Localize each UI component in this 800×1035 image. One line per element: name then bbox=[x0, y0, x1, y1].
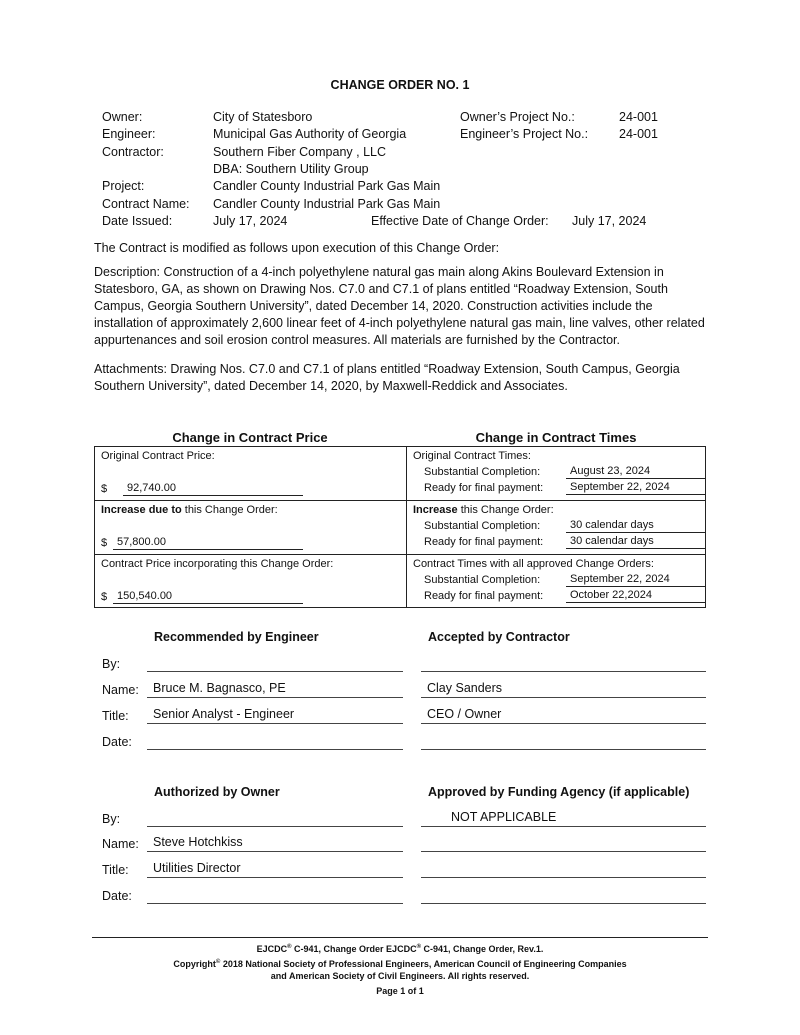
title-label: Title: bbox=[102, 709, 129, 723]
by-label: By: bbox=[102, 812, 121, 826]
title-label: Title: bbox=[102, 863, 129, 877]
contractor-label: Contractor: bbox=[102, 145, 164, 159]
owner-project-value: 24-001 bbox=[619, 110, 658, 124]
contract-name-value: Candler County Industrial Park Gas Main bbox=[213, 197, 441, 211]
agency-name-field[interactable] bbox=[421, 835, 706, 852]
currency-symbol: $ bbox=[101, 591, 108, 603]
price-heading: Change in Contract Price bbox=[172, 430, 328, 445]
owner-label: Owner: bbox=[102, 110, 143, 124]
engineer-date-field[interactable] bbox=[147, 733, 403, 750]
table-row-divider bbox=[95, 500, 705, 501]
effective-date-label: Effective Date of Change Order: bbox=[371, 214, 549, 228]
intro-text: The Contract is modified as follows upon execution of this Change Order: bbox=[94, 241, 500, 255]
original-times-label: Original Contract Times: bbox=[413, 450, 531, 462]
name-label: Name: bbox=[102, 837, 139, 851]
engineer-heading: Recommended by Engineer bbox=[154, 630, 319, 644]
attachments-text: Attachments: Drawing Nos. C7.0 and C7.1 of plans entitled “Roadway Extension, South Campus, Georgia Southern University”, dated December 14, 2020, by Maxwell-Reddick and Associates. bbox=[94, 362, 680, 393]
footer-line-3: and American Society of Civil Engineers. All rights reserved. bbox=[270, 971, 530, 981]
engineer-project-value: 24-001 bbox=[619, 127, 658, 141]
final-label: Ready for final payment: bbox=[424, 590, 544, 602]
increase-times-label: Increase this Change Order: bbox=[413, 504, 554, 516]
inc-substantial-value: 30 calendar days bbox=[566, 519, 706, 533]
owner-title-field[interactable]: Utilities Director bbox=[147, 861, 403, 878]
owner-heading: Authorized by Owner bbox=[154, 785, 280, 799]
all-final-value: October 22,2024 bbox=[566, 589, 706, 603]
all-substantial-value: September 22, 2024 bbox=[566, 573, 706, 587]
effective-date-value: July 17, 2024 bbox=[572, 214, 647, 228]
table-row-divider bbox=[95, 554, 705, 555]
final-label: Ready for final payment: bbox=[424, 536, 544, 548]
currency-symbol: $ bbox=[101, 483, 108, 495]
final-label: Ready for final payment: bbox=[424, 482, 544, 494]
contractor-date-field[interactable] bbox=[421, 733, 706, 750]
page-number: Page 1 of 1 bbox=[376, 986, 424, 996]
agency-heading: Approved by Funding Agency (if applicable) bbox=[428, 785, 690, 799]
increase-price-label: Increase due to this Change Order: bbox=[101, 504, 278, 516]
substantial-label: Substantial Completion: bbox=[424, 520, 541, 532]
contract-name-label: Contract Name: bbox=[102, 197, 190, 211]
substantial-label: Substantial Completion: bbox=[424, 466, 541, 478]
engineer-name-field[interactable]: Bruce M. Bagnasco, PE bbox=[147, 681, 403, 698]
orig-final-value: September 22, 2024 bbox=[566, 481, 706, 495]
table-divider bbox=[406, 447, 407, 607]
owner-date-field[interactable] bbox=[147, 887, 403, 904]
substantial-label: Substantial Completion: bbox=[424, 574, 541, 586]
footer-rule bbox=[92, 937, 708, 938]
agency-date-field[interactable] bbox=[421, 887, 706, 904]
agency-by-field[interactable]: NOT APPLICABLE bbox=[421, 810, 706, 827]
agency-title-field[interactable] bbox=[421, 861, 706, 878]
owner-project-label: Owner’s Project No.: bbox=[460, 110, 575, 124]
contractor-title-field[interactable]: CEO / Owner bbox=[421, 707, 706, 724]
original-price-value: 92,740.00 bbox=[123, 482, 303, 496]
footer-line-2: Copyright© 2018 National Society of Professional Engineers, American Council of Engineering Companies bbox=[173, 959, 627, 969]
name-label: Name: bbox=[102, 683, 139, 697]
date-issued-value: July 17, 2024 bbox=[213, 214, 288, 228]
inc-final-value: 30 calendar days bbox=[566, 535, 706, 549]
engineer-label: Engineer: bbox=[102, 127, 156, 141]
date-label: Date: bbox=[102, 735, 132, 749]
owner-value: City of Statesboro bbox=[213, 110, 313, 124]
engineer-title-field[interactable]: Senior Analyst - Engineer bbox=[147, 707, 403, 724]
contractor-by-line[interactable] bbox=[421, 655, 706, 672]
all-times-label: Contract Times with all approved Change Orders: bbox=[413, 558, 654, 570]
owner-by-line[interactable] bbox=[147, 810, 403, 827]
original-price-label: Original Contract Price: bbox=[101, 450, 215, 462]
contractor-dba: DBA: Southern Utility Group bbox=[213, 162, 369, 176]
contractor-heading: Accepted by Contractor bbox=[428, 630, 570, 644]
total-price-value: 150,540.00 bbox=[113, 590, 303, 604]
engineer-by-line[interactable] bbox=[147, 655, 403, 672]
currency-symbol: $ bbox=[101, 537, 108, 549]
change-table bbox=[94, 446, 706, 608]
contractor-value: Southern Fiber Company , LLC bbox=[213, 145, 387, 159]
owner-name-field[interactable]: Steve Hotchkiss bbox=[147, 835, 403, 852]
total-price-label: Contract Price incorporating this Change Order: bbox=[101, 558, 334, 570]
description-text: Description: Construction of a 4-inch polyethylene natural gas main along Akins Boulevard Extension in Statesboro, GA, as shown on Drawing Nos. C7.0 and C7.1 of plans entitled “Roadway Extension, South Campus, Georgia Southern University”, dated December 14, 2020. Construction activities include the installation of approximately 2,600 linear feet of 4-inch polyethylene natural gas main, line valves, other related appurtenances and soil erosion control measures. All materials are furnished by the Contractor. bbox=[94, 265, 705, 347]
page-title: CHANGE ORDER NO. 1 bbox=[330, 78, 470, 92]
date-label: Date: bbox=[102, 889, 132, 903]
engineer-project-label: Engineer’s Project No.: bbox=[460, 127, 589, 141]
project-value: Candler County Industrial Park Gas Main bbox=[213, 179, 441, 193]
footer-line-1: EJCDC® C-941, Change Order EJCDC® C-941, Change Order, Rev.1. bbox=[256, 944, 544, 954]
date-issued-label: Date Issued: bbox=[102, 214, 173, 228]
engineer-value: Municipal Gas Authority of Georgia bbox=[213, 127, 407, 141]
orig-substantial-value: August 23, 2024 bbox=[566, 465, 706, 479]
project-label: Project: bbox=[102, 179, 145, 193]
by-label: By: bbox=[102, 657, 121, 671]
contractor-name-field[interactable]: Clay Sanders bbox=[421, 681, 706, 698]
times-heading: Change in Contract Times bbox=[475, 430, 637, 445]
increase-price-value: 57,800.00 bbox=[113, 536, 303, 550]
